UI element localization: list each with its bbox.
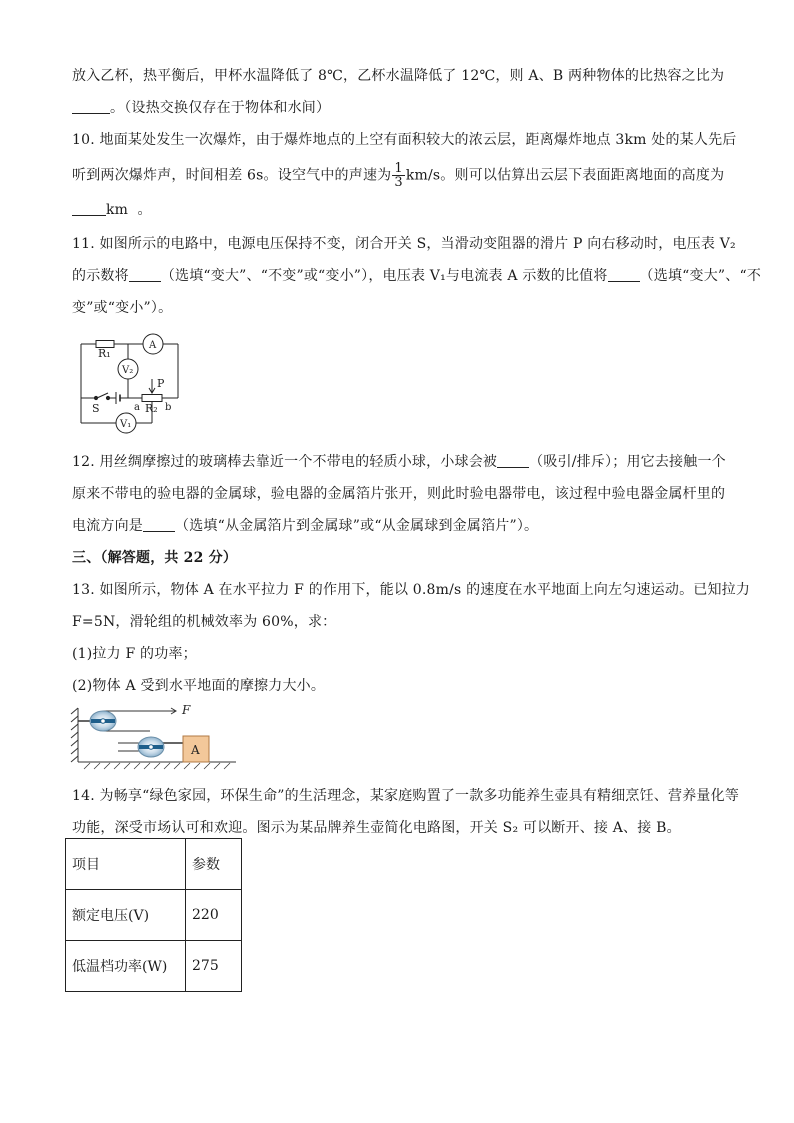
table-cell: 220 (186, 890, 242, 941)
text-line: 11. 如图所示的电路中，电源电压保持不变，闭合开关 S，当滑动变阻器的滑片 P 向右移动时，电压表 V₂ (72, 236, 736, 252)
slider-p-label: P (157, 377, 165, 390)
force-f-label: F (182, 703, 191, 717)
table-header-cell: 参数 (186, 839, 242, 890)
v2-label: V₂ (122, 365, 134, 376)
text-line: 的示数将 （选填“变大”、“不变”或“变小”），电压表 V₁与电流表 A 示数的比值将 （选填“变大”、“不 (72, 268, 762, 284)
text-line: 原来不带电的验电器的金属球，验电器的金属箔片张开，则此时验电器带电，该过程中验电器金属杆里的 (72, 486, 726, 502)
r1-label: R₁ (98, 347, 111, 360)
text-line: (1)拉力 F 的功率； (72, 646, 197, 662)
answer-blank[interactable] (72, 201, 106, 216)
text-line: 变”或“变小”）。 (72, 300, 173, 316)
text-line: 12. 用丝绸摩擦过的玻璃棒去靠近一个不带电的轻质小球，小球会被 （吸引/排斥）；用它去接触一个 (72, 454, 726, 470)
text-line: 10. 地面某处发生一次爆炸，由于爆炸地点的上空有面积较大的浓云层，距离爆炸地点 3km 处的某人先后 (72, 132, 737, 148)
text-line: 功能，深受市场认可和欢迎。图示为某品牌养生壶简化电路图，开关 S₂ 可以断开、接 A、接 B。 (72, 820, 681, 836)
text-line: 听到两次爆炸声，时间相差 6s。设空气中的声速为 $\frac{1}{3}$ km/s。则可以估算出云层下表面距离地面的高度为 (72, 161, 725, 190)
pulley-diagram (68, 700, 238, 772)
answer-blank[interactable] (143, 517, 175, 532)
v1-label: V₁ (120, 419, 132, 430)
table-cell: 275 (186, 941, 242, 992)
table-header-cell: 项目 (66, 839, 186, 890)
text-line: 14. 为畅享“绿色家园，环保生命”的生活理念，某家庭购置了一款多功能养生壶具有精细烹饪、营养量化等 (72, 788, 740, 804)
text-line: F=5N，滑轮组的机械效率为 60%，求： (72, 614, 337, 630)
block-a-label: A (191, 743, 200, 757)
answer-blank[interactable] (497, 453, 529, 468)
text-line: (2)物体 A 受到水平地面的摩擦力大小。 (72, 678, 326, 694)
text-line: 13. 如图所示，物体 A 在水平拉力 F 的作用下，能以 0.8m/s 的速度在水平地面上向左匀速运动。已知拉力 (72, 582, 751, 598)
text-line: 。（设热交换仅存在于物体和水间） (72, 98, 330, 118)
circuit-diagram (72, 330, 190, 435)
answer-blank[interactable] (72, 99, 110, 114)
text-line: 电流方向是 （选填“从金属箔片到金属球”或“从金属球到金属箔片”）。 (72, 518, 539, 534)
parameter-table (65, 838, 242, 992)
ammeter-label: A (149, 340, 157, 351)
table-cell: 额定电压(V) (66, 890, 186, 941)
text-line: 放入乙杯，热平衡后，甲杯水温降低了 8℃，乙杯水温降低了 12℃，则 A、B 两种物体的比热容之比为 (72, 68, 725, 84)
table-cell: 低温档功率(W) (66, 941, 186, 992)
switch-label: S (92, 402, 100, 415)
table-header-row (66, 839, 242, 890)
answer-blank[interactable] (129, 267, 161, 282)
table-row (66, 890, 242, 941)
answer-blank[interactable] (608, 267, 640, 282)
terminal-b-label: b (165, 402, 172, 413)
fraction: $\frac{1}{3}$ (394, 161, 403, 190)
r2-label: R₂ (145, 402, 158, 415)
terminal-a-label: a (134, 402, 140, 413)
section-heading: 三、（解答题，共 22 分） (72, 550, 238, 566)
table-row (66, 941, 242, 992)
text-line: km 。 (72, 200, 152, 220)
